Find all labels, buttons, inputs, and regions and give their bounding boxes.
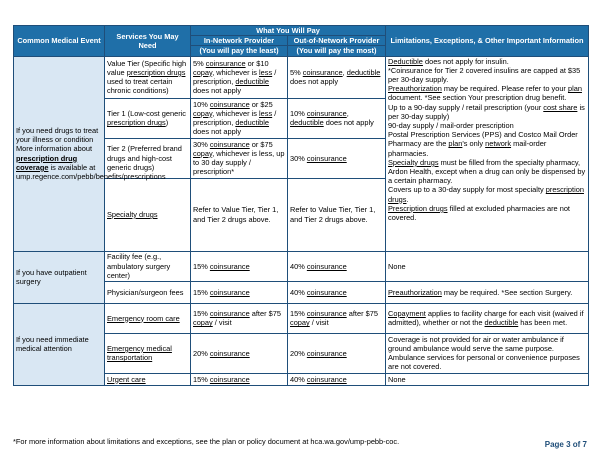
in-value-tier: 5% coinsurance or $10 copay, whichever is less / prescription, deductible does not apply bbox=[191, 56, 288, 98]
in-tier1: 10% coinsurance or $25 copay, whichever is less / prescription, deductible does not apply bbox=[191, 98, 288, 138]
header-limits: Limitations, Exceptions, & Other Important Information bbox=[386, 26, 589, 57]
header-event: Common Medical Event bbox=[14, 26, 105, 57]
out-transport: 20% coinsurance bbox=[288, 333, 386, 373]
in-transport: 20% coinsurance bbox=[191, 333, 288, 373]
limits-physician: Preauthorization may be required. *See section Surgery. bbox=[386, 281, 589, 303]
event-emergency: If you need immediate medical attention bbox=[14, 303, 105, 385]
limits-drugs: Deductible does not apply for insulin. *Coinsurance for Tier 2 covered insulins are capped at $35 per 30-day supply. Preauthorization may be required. Please refer to your plan document. *See section Your prescription drug benefit. Up to a 90-day supply / retail prescription (your cost share is per 30-day supply) 90-day supply / mail-order prescription Postal Prescription Services (PPS) and Costco Mail Order Pharmacy are the plan's only network mail-order pharmacies. Specialty drugs must be filled from the specialty pharmacy, Ardon Health, except when a drug can only be dispensed by a certain pharmacy. Covers up to a 30-day supply for most specialty prescription drugs. Prescription drugs filled at excluded pharmacies are not covered. bbox=[386, 56, 589, 251]
limits-transport: Coverage is not provided for air or water ambulance if ground ambulance would serve the same purpose. Ambulance services for personal or convenience purposes are not covered. bbox=[386, 333, 589, 373]
svc-physician: Physician/surgeon fees bbox=[105, 281, 191, 303]
out-emergency-room: 15% coinsurance after $75 copay / visit bbox=[288, 303, 386, 333]
svc-emergency-room: Emergency room care bbox=[105, 303, 191, 333]
header-out-network-sub: (You will pay the most) bbox=[288, 46, 386, 56]
out-tier2: 30% coinsurance bbox=[288, 138, 386, 178]
limits-urgent-care: None bbox=[386, 373, 589, 385]
limits-emergency-room: Copayment applies to facility charge for each visit (waived if admitted), whether or not the deductible has been met. bbox=[386, 303, 589, 333]
out-value-tier: 5% coinsurance, deductible does not apply bbox=[288, 56, 386, 98]
in-specialty: Refer to Value Tier, Tier 1, and Tier 2 drugs above. bbox=[191, 178, 288, 251]
out-facility: 40% coinsurance bbox=[288, 251, 386, 281]
out-urgent-care: 40% coinsurance bbox=[288, 373, 386, 385]
svc-urgent-care: Urgent care bbox=[105, 373, 191, 385]
svc-specialty: Specialty drugs bbox=[105, 178, 191, 251]
svc-value-tier: Value Tier (Specific high value prescription drugs used to treat certain chronic conditions) bbox=[105, 56, 191, 98]
event-drugs: If you need drugs to treat your illness or condition More information about prescription drug coverage is available at ump.regence.com/pebb/benefits/prescriptions bbox=[14, 56, 105, 251]
header-in-network-sub: (You will pay the least) bbox=[191, 46, 288, 56]
out-tier1: 10% coinsurance, deductible does not apply bbox=[288, 98, 386, 138]
in-physician: 15% coinsurance bbox=[191, 281, 288, 303]
footnote: *For more information about limitations and exceptions, see the plan or policy document at hca.wa.gov/ump-pebb-coc. bbox=[13, 437, 400, 446]
limits-facility: None bbox=[386, 251, 589, 281]
out-specialty: Refer to Value Tier, Tier 1, and Tier 2 drugs above. bbox=[288, 178, 386, 251]
svc-tier1: Tier 1 (Low-cost generic prescription drugs) bbox=[105, 98, 191, 138]
header-in-network: In-Network Provider bbox=[191, 36, 288, 46]
prescription-drug-coverage-link[interactable]: prescription drug coverage bbox=[16, 153, 78, 172]
event-drugs-title: If you need drugs to treat your illness or condition bbox=[16, 126, 99, 145]
out-physician: 40% coinsurance bbox=[288, 281, 386, 303]
in-emergency-room: 15% coinsurance after $75 copay / visit bbox=[191, 303, 288, 333]
header-out-network: Out-of-Network Provider bbox=[288, 36, 386, 46]
event-outpatient: If you have outpatient surgery bbox=[14, 251, 105, 303]
header-pay: What You Will Pay bbox=[191, 26, 386, 36]
in-facility: 15% coinsurance bbox=[191, 251, 288, 281]
header-services: Services You May Need bbox=[105, 26, 191, 57]
in-urgent-care: 15% coinsurance bbox=[191, 373, 288, 385]
svc-transport: Emergency medical transportation bbox=[105, 333, 191, 373]
svc-tier2: Tier 2 (Preferred brand drugs and high-cost generic drugs) bbox=[105, 138, 191, 178]
benefits-table bbox=[13, 25, 589, 386]
page-number: Page 3 of 7 bbox=[544, 440, 587, 449]
in-tier2: 30% coinsurance or $75 copay, whichever is less, up to 30 day supply / prescription* bbox=[191, 138, 288, 178]
svc-facility: Facility fee (e.g., ambulatory surgery center) bbox=[105, 251, 191, 281]
